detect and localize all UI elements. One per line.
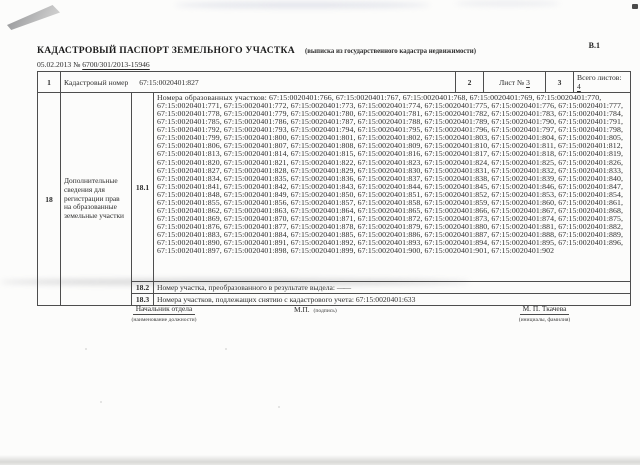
document-title: КАДАСТРОВЫЙ ПАСПОРТ ЗЕМЕЛЬНОГО УЧАСТКА <box>37 45 295 56</box>
header-table-row <box>38 72 631 93</box>
scan-speck-corner <box>632 4 638 9</box>
header-table <box>37 71 631 93</box>
total-sheets-label: Всего листов: <box>577 73 622 82</box>
cell-index-2: 2 <box>456 72 484 93</box>
noise-speck <box>278 406 280 408</box>
document-number: 6700/301/2013-15946 <box>82 60 150 69</box>
scan-fold-artifact <box>7 5 60 30</box>
noise-speck <box>225 348 227 350</box>
signature-caption: (подпись) <box>313 308 337 314</box>
signature-position-block <box>108 298 220 323</box>
signature-name-block <box>492 298 597 323</box>
removed-parcels-value: 67:15:0020401:633 <box>355 295 416 304</box>
sheet-value: 3 <box>526 77 530 87</box>
cell-index-3: 3 <box>546 72 574 93</box>
sheet-label: Лист № <box>499 77 525 87</box>
document-date: 05.02.2013 <box>37 60 72 69</box>
cadastral-number-value: 67:15:0020401:827 <box>139 77 199 87</box>
section-18-description: Дополнительные сведения для регистрации прав на образованные земельные участки <box>61 93 132 306</box>
document-subtitle: (выписка из государственного кадастра недвижимости) <box>304 48 476 55</box>
cadastral-number-cell <box>61 72 456 93</box>
scan-shadow-top-right <box>455 1 560 6</box>
document-body <box>37 40 630 306</box>
transformed-parcel-label: Номер участка, преобразованного в результате выдела: <box>157 283 336 292</box>
removed-parcels-label: Номера участков, подлежащих снятию с кадастрового учета: <box>157 295 354 304</box>
cadastral-number-label: Кадастровый номер <box>64 77 129 87</box>
scan-shadow-bottom <box>0 455 640 465</box>
signatory-name: М. П. Ткачева <box>520 304 570 315</box>
row-18-1 <box>38 93 631 282</box>
cell-index-1: 1 <box>38 72 61 93</box>
row-number-18-2: 18.2 <box>132 282 154 294</box>
transformed-parcel-value: —— <box>336 283 351 292</box>
total-sheets-value: 4 <box>577 82 581 91</box>
formed-parcels-text: Номера образованных участков: 67:15:0020401:766, 67:15:0020401:767, 67:15:0020401:768, 67:15:0020401:769, 67:15:0020401:770, 67:15:0020401:771, 67:15:0020401:772, 67:15:0020401:773, 67:15:0020401:774, 67:15:0020401:775, 67:15:0020401:776, 67:15:0020401:777, 67:15:0020401:778, 67:15:0020401:779, 67:15:0020401:780, 67:15:0020401:781, 67:15:0020401:782, 67:15:0020401:783, 67:15:0020401:784, 67:15:0020401:785, 67:15:0020401:786, 67:15:0020401:787, 67:15:0020401:788, 67:15:0020401:789, 67:15:0020401:790, 67:15:0020401:791, 67:15:0020401:792, 67:15:0020401:793, 67:15:0020401:794, 67:15:0020401:795, 67:15:0020401:796, 67:15:0020401:797, 67:15:0020401:798, 67:15:0020401:799, 67:15:0020401:800, 67:15:0020401:801, 67:15:0020401:802, 67:15:0020401:803, 67:15:0020401:804, 67:15:0020401:805, 67:15:0020401:806, 67:15:0020401:807, 67:15:0020401:808, 67:15:0020401:809, 67:15:0020401:810, 67:15:0020401:811, 67:15:0020401:812, 67:15:0020401:813, 67:15:0020401:814, 67:15:0020401:815, 67:15:0020401:816, 67:15:0020401:817, 67:15:0020401:818, 67:15:0020401:819, 67:15:0020401:820, 67:15:0020401:821, 67:15:0020401:822, 67:15:0020401:823, 67:15:0020401:824, 67:15:0020401:825, 67:15:0020401:826, 67:15:0020401:827, 67:15:0020401:828, 67:15:0020401:829, 67:15:0020401:830, 67:15:0020401:831, 67:15:0020401:832, 67:15:0020401:833, 67:15:0020401:834, 67:15:0020401:835, 67:15:0020401:836, 67:15:0020401:837, 67:15:0020401:838, 67:15:0020401:839, 67:15:0020401:840, 67:15:0020401:841, 67:15:0020401:842, 67:15:0020401:843, 67:15:0020401:844, 67:15:0020401:845, 67:15:0020401:846, 67:15:0020401:847, 67:15:0020401:848, 67:15:0020401:849, 67:15:0020401:850, 67:15:0020401:851, 67:15:0020401:852, 67:15:0020401:853, 67:15:0020401:854, 67:15:0020401:855, 67:15:0020401:856, 67:15:0020401:857, 67:15:0020401:858, 67:15:0020401:859, 67:15:0020401:860, 67:15:0020401:861, 67:15:0020401:862, 67:15:0020401:863, 67:15:0020401:864, 67:15:0020401:865, 67:15:0020401:866, 67:15:0020401:867, 67:15:0020401:868, 67:15:0020401:869, 67:15:0020401:870, 67:15:0020401:871, 67:15:0020401:872, 67:15:0020401:873, 67:15:0020401:874, 67:15:0020401:875, 67:15:0020401:876, 67:15:0020401:877, 67:15:0020401:878, 67:15:0020401:879, 67:15:0020401:880, 67:15:0020401:881, 67:15:0020401:882, 67:15:0020401:883, 67:15:0020401:884, 67:15:0020401:885, 67:15:0020401:886, 67:15:0020401:887, 67:15:0020401:888, 67:15:0020401:889, 67:15:0020401:890, 67:15:0020401:891, 67:15:0020401:892, 67:15:0020401:893, 67:15:0020401:894, 67:15:0020401:895, 67:15:0020401:896, 67:15:0020401:897, 67:15:0020401:898, 67:15:0020401:899, 67:15:0020401:900, 67:15:0020401:901, 67:15:0020401:902 <box>157 93 624 256</box>
document-date-line <box>37 60 630 69</box>
document-header <box>37 40 630 58</box>
position-caption: (наименование должности) <box>131 317 197 323</box>
scan-shadow-top <box>175 2 430 8</box>
row-number-18-3: 18.3 <box>132 294 154 306</box>
transformed-parcel-cell <box>154 282 631 294</box>
stamp-block <box>294 305 337 314</box>
name-caption: (инициалы, фамилия) <box>518 317 571 323</box>
signatory-position: Начальник отдела <box>133 304 196 315</box>
total-sheets-cell <box>574 72 631 93</box>
number-sign: № <box>73 60 81 69</box>
formed-parcels-cell <box>154 93 631 282</box>
noise-speck <box>100 401 102 403</box>
section-18-table <box>37 92 631 306</box>
sheet-number-cell <box>484 72 546 93</box>
row-number-18-1: 18.1 <box>132 93 154 282</box>
form-code: В.1 <box>588 41 600 50</box>
noise-speck <box>85 348 87 350</box>
row-number-18: 18 <box>38 93 61 306</box>
stamp-abbreviation: М.П. <box>294 305 310 314</box>
